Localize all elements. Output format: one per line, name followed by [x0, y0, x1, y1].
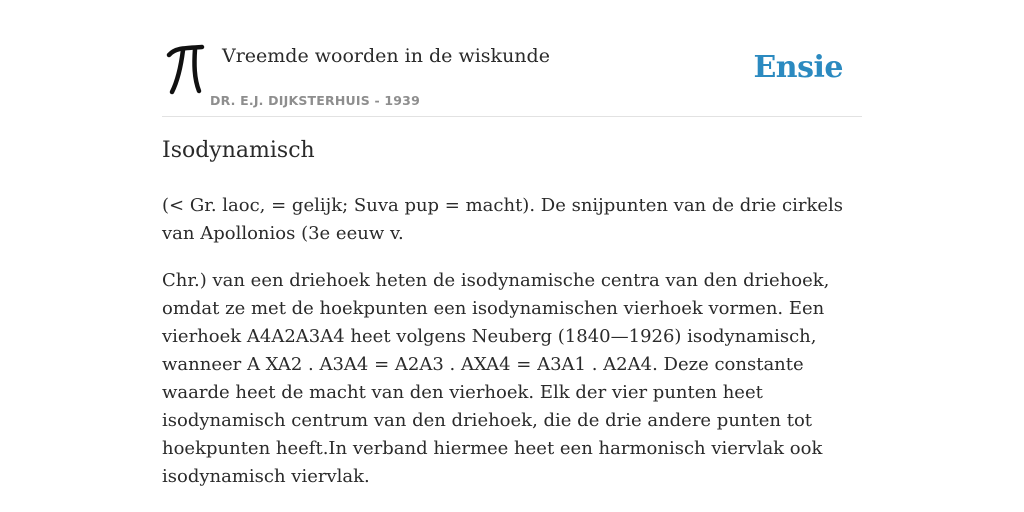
- book-title-link[interactable]: Vreemde woorden in de wiskunde: [222, 45, 550, 67]
- brand-logo-link[interactable]: Ensie: [753, 50, 843, 85]
- entry-paragraph: Chr.) van een driehoek heten de isodynamische centra van den driehoek, omdat ze met de hoekpunten een isodynamischen vierhoek vormen. Een vierhoek A4A2A3A4 heet volgens Neuberg (1840—1926) isodynamisch, wanneer A XA2 . A3A4 = A2A3 . AXA4 = A3A1 . A2A4. Deze constante waarde heet de macht van den vierhoek. Elk der vier punten heet isodynamisch centrum van den driehoek, die de drie andere punten tot hoekpunten heeft.In verband hiermee heet een harmonisch viervlak ook isodynamisch viervlak.: [162, 270, 830, 487]
- entry-paragraph: (< Gr. laoc, = gelijk; Suva pup = macht). De snijpunten van de drie cirkels van Apollonios (3e eeuw v.: [162, 195, 844, 244]
- entry-content: [162, 192, 862, 510]
- site-header: [162, 0, 862, 117]
- book-author-line: DR. E.J. DIJKSTERHUIS - 1939: [210, 93, 420, 108]
- pi-icon[interactable]: [166, 40, 206, 100]
- entry-title: Isodynamisch: [162, 138, 315, 163]
